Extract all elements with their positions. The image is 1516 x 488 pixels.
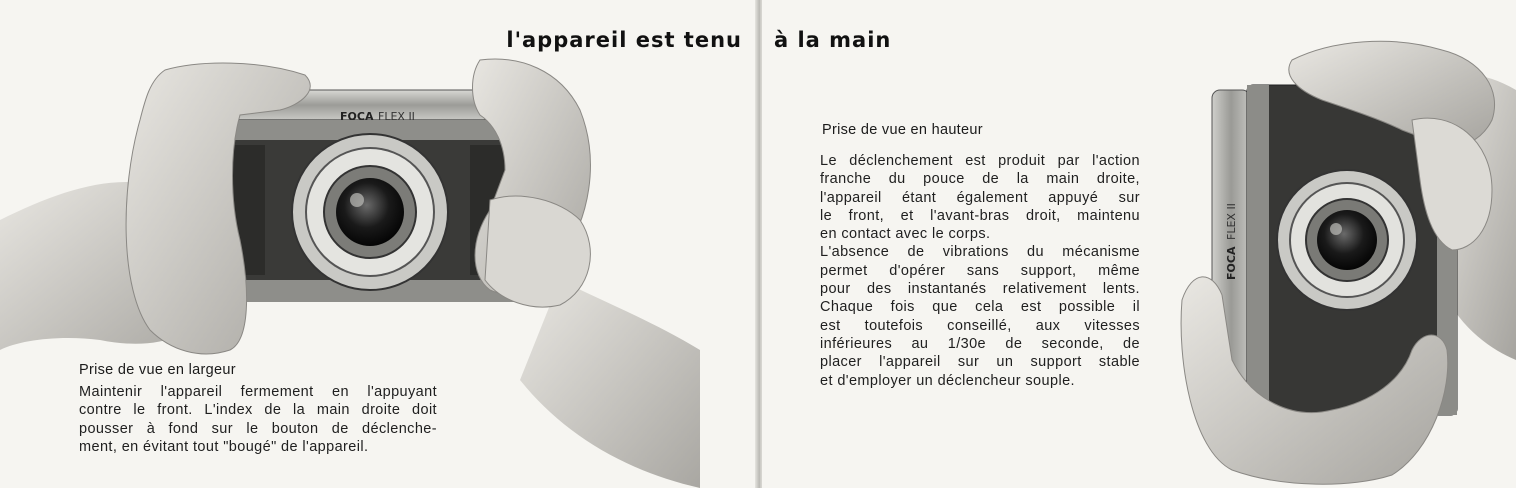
landscape-line: pousser à fond sur le bouton de déclenche- — [79, 420, 437, 437]
landscape-paragraph — [79, 383, 437, 456]
portrait-line: inférieures au 1/30e de seconde, de — [820, 335, 1140, 352]
camera-brand-engraving-vertical: FOCA — [1225, 246, 1238, 280]
landscape-line: Maintenir l'appareil fermement en l'appuyant — [79, 384, 437, 400]
camera-model-engraving: FLEX II — [378, 110, 415, 123]
portrait-line: Chaque fois que cela est possible il — [820, 299, 1140, 316]
portrait-line: l'appareil étant également appuyé sur — [820, 189, 1140, 206]
portrait-line: L'absence de vibrations du mécanisme — [820, 244, 1140, 261]
portrait-line: pour des instantanés relativement lents. — [820, 281, 1140, 298]
heading-left-part: l'appareil est tenu — [506, 28, 742, 52]
landscape-line: ment, en évitant tout "bougé" de l'appareil. — [79, 438, 369, 455]
landscape-title: Prise de vue en largeur — [79, 362, 236, 378]
portrait-line: permet d'opérer sans support, même — [820, 262, 1140, 279]
camera-brand-engraving: FOCA — [340, 110, 374, 123]
portrait-line: est toutefois conseillé, aux vitesses — [820, 317, 1140, 334]
portrait-line: en contact avec le corps. — [820, 226, 991, 243]
photo-portrait-hold — [1162, 30, 1516, 488]
heading-right-part: à la main — [774, 28, 892, 52]
camera-model-engraving-vertical: FLEX II — [1225, 203, 1238, 240]
portrait-line: le front, et l'avant-bras droit, maintenu — [820, 207, 1140, 224]
portrait-title: Prise de vue en hauteur — [822, 122, 983, 138]
landscape-line: contre le front. L'index de la main droite doit — [79, 402, 437, 419]
portrait-line: et d'employer un déclencheur souple. — [820, 372, 1075, 389]
right-page — [762, 0, 1516, 488]
portrait-line: placer l'appareil sur un support stable — [820, 354, 1140, 371]
portrait-paragraph — [820, 152, 1140, 390]
portrait-line: Le déclenchement est produit par l'action — [820, 153, 1140, 169]
portrait-line: franche du pouce de la main droite, — [820, 171, 1140, 188]
